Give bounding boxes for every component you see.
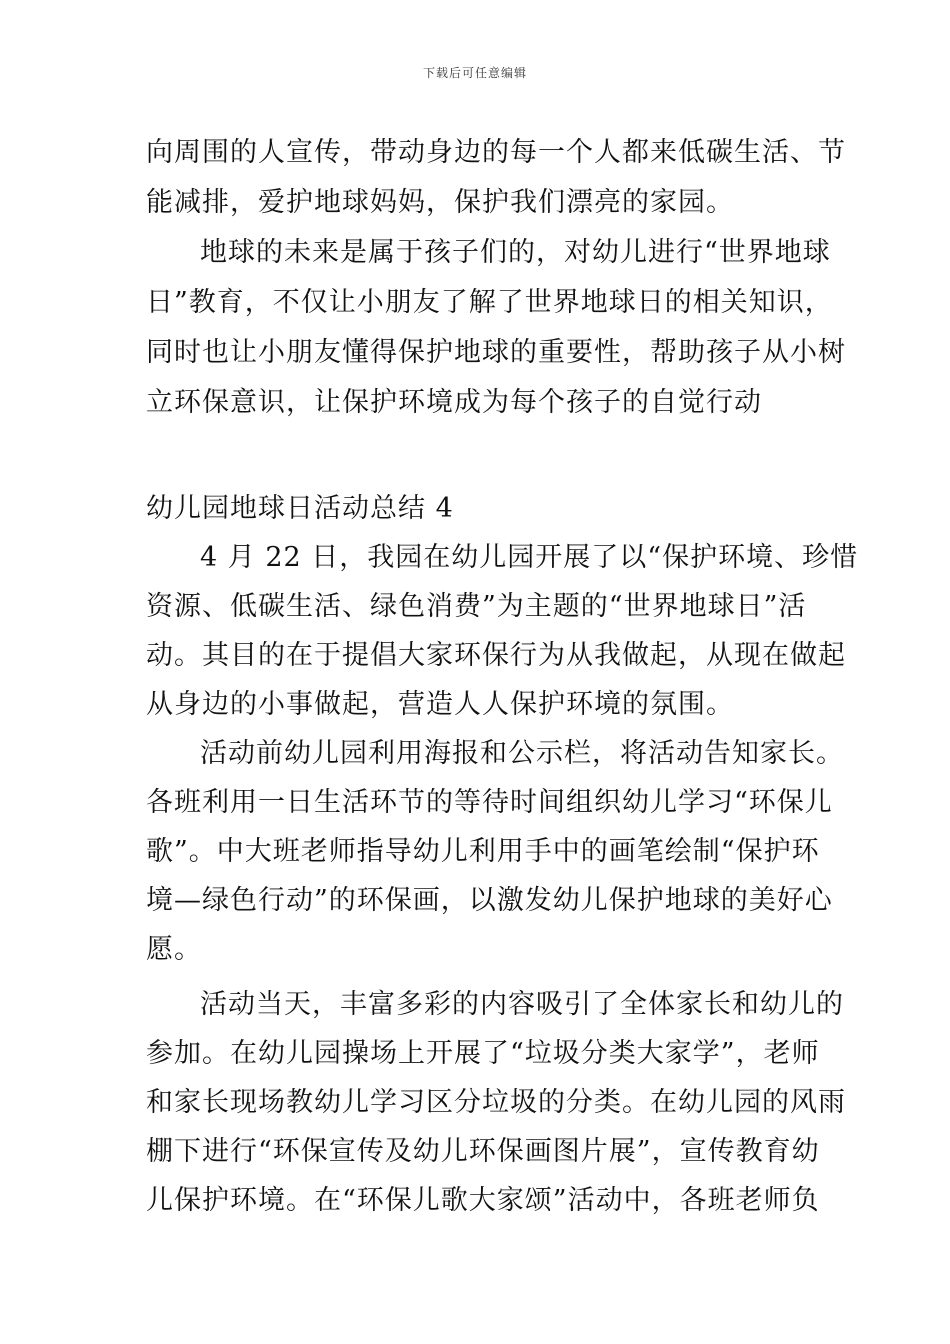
text-line: 动。其目的在于提倡大家环保行为从我做起，从现在做起	[146, 640, 846, 671]
paragraph-first-line: 4 月 22 日，我园在幼儿园开展了以“保护环境、珍惜	[200, 542, 859, 573]
text-line: 各班利用一日生活环节的等待时间组织幼儿学习“环保儿	[146, 787, 833, 818]
section-heading: 幼儿园地球日活动总结 4	[146, 493, 454, 524]
paragraph-first-line: 活动当天，丰富多彩的内容吸引了全体家长和幼儿的	[200, 989, 844, 1020]
text-line: 儿保护环境。在“环保儿歌大家颂”活动中，各班老师负	[146, 1185, 820, 1216]
text-line: 棚下进行“环保宣传及幼儿环保画图片展”，宣传教育幼	[146, 1136, 820, 1167]
text-line: 境—绿色行动”的环保画，以激发幼儿保护地球的美好心	[146, 885, 833, 916]
text-line: 同时也让小朋友懂得保护地球的重要性，帮助孩子从小树	[146, 337, 846, 368]
text-line: 参加。在幼儿园操场上开展了“垃圾分类大家学”，老师	[146, 1038, 820, 1069]
text-line: 立环保意识，让保护环境成为每个孩子的自觉行动	[146, 387, 762, 418]
page-header: 下载后可任意编辑	[422, 66, 527, 80]
text-line: 日”教育，不仅让小朋友了解了世界地球日的相关知识，	[146, 287, 833, 318]
text-line: 从身边的小事做起，营造人人保护环境的氛围。	[146, 689, 734, 720]
paragraph-first-line: 地球的未来是属于孩子们的，对幼儿进行“世界地球	[200, 237, 831, 268]
text-line: 和家长现场教幼儿学习区分垃圾的分类。在幼儿园的风雨	[146, 1087, 846, 1118]
text-line: 资源、低碳生活、绿色消费”为主题的“世界地球日”活	[146, 591, 807, 622]
text-line: 能减排，爱护地球妈妈，保护我们漂亮的家园。	[146, 187, 734, 218]
text-line: 向周围的人宣传，带动身边的每一个人都来低碳生活、节	[146, 137, 846, 168]
paragraph-first-line: 活动前幼儿园利用海报和公示栏，将活动告知家长。	[200, 738, 844, 769]
text-line: 愿。	[146, 934, 202, 965]
text-line: 歌”。中大班老师指导幼儿利用手中的画笔绘制“保护环	[146, 836, 820, 867]
